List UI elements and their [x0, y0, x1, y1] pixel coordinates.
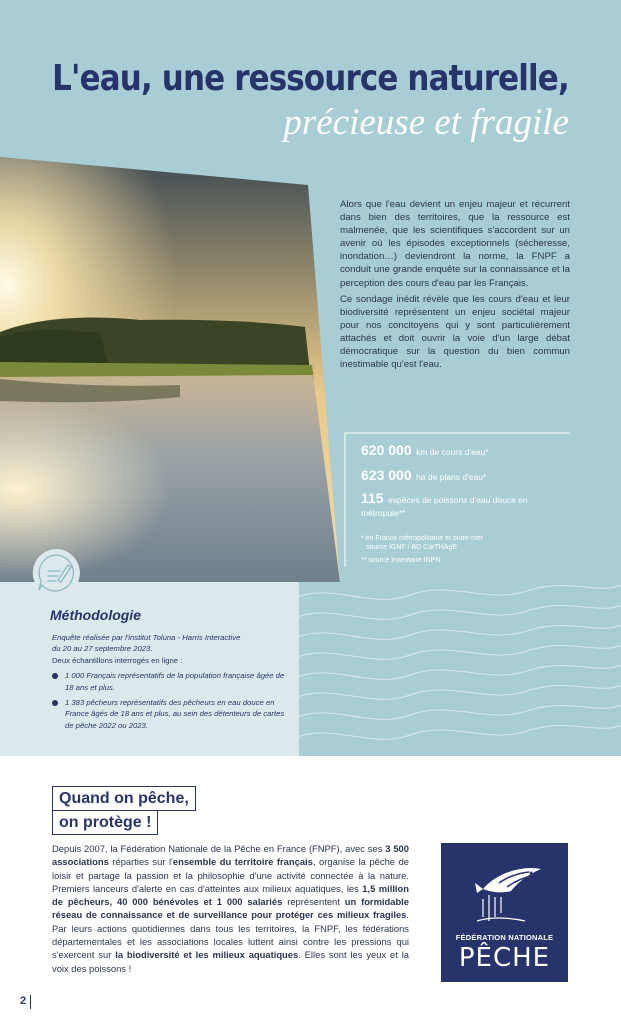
speech-bubble-icon	[30, 547, 82, 599]
intro-paragraph-2: Ce sondage inédit révèle que les cours d'eau et leur biodiversité représentent un enjeu sociétal majeur pour nos concitoyens qui y sont particulièrement attachés et doit ouvrir la voie d'un large débat démocratique sur la question du bien commun inestimable qu'est l'eau.	[340, 293, 570, 371]
stat-rivers	[361, 442, 489, 460]
stat-rivers-value: 620 000	[361, 442, 412, 458]
fnpf-text-5: . Par leurs actions quotidiennes dans tous les territoires, la FNPF, les fédérations départementales et les associations locales luttent ainsi contre les pressions qui s'exercent sur	[52, 909, 409, 961]
logo-peche-text: PÊCHE	[458, 943, 551, 973]
fnpf-text-1: Depuis 2007, la Fédération Nationale de la Pêche en France (FNPF), avec ses	[52, 843, 386, 854]
fnpf-text-3: , organise la pêche de loisir et partage la passion et la philosophie d'une activité connectée à la nature. Premiers lanceurs d'alerte en cas d'atteintes aux milieux aquatiques, les	[52, 856, 410, 894]
methodology-line-1: Enquête réalisée par l'institut Toluna - Harris Interactive	[52, 633, 241, 642]
methodology-title: Méthodologie	[50, 607, 141, 623]
page-number: 2	[20, 995, 27, 1007]
fish-logo-icon	[441, 843, 568, 933]
methodology-bullet-1-text: 1 000 Français représentatifs de la population française âgée de 18 ans et plus.	[65, 671, 285, 692]
fnpf-bold-4: un formidable réseau de connaissance et de surveillance pour protéger ces milieux fragiles	[52, 896, 409, 921]
bullet-dot-icon	[52, 700, 58, 706]
methodology-bullet-1	[52, 670, 292, 693]
fnpf-text-6: . Elles sont les yeux et la voix des poissons !	[52, 949, 410, 974]
section-heading-line-2: on protège !	[52, 810, 158, 835]
stat-note-2: ** source inventaire INPN	[361, 557, 441, 564]
page-subtitle: précieuse et fragile	[283, 102, 569, 143]
stat-species	[361, 492, 566, 519]
stat-rivers-label: km de cours d'eau*	[416, 447, 489, 457]
decorative-waves	[290, 560, 621, 756]
fnpf-text-2: réparties sur l'	[108, 856, 173, 868]
stat-lakes-label: ha de plans d'eau*	[416, 472, 487, 482]
section-heading	[52, 786, 196, 835]
intro-text	[340, 198, 570, 374]
methodology-line-3: Deux échantillons interrogés en ligne :	[52, 655, 183, 665]
page-title: L'eau, une ressource naturelle,	[52, 58, 569, 99]
stat-species-label: espèces de poissons d'eau douce en métropole**	[361, 495, 528, 518]
intro-paragraph-1: Alors que l'eau devient un enjeu majeur et récurrent dans bien des territoires, que la ressource est malmenée, que les scientifiques s'accordent sur un avenir où les épisodes exceptionnels (sécheresse, inondation…) deviendront la norme, la FNPF a conduit une grande enquête sur la connaissance et la perception des cours d'eau par les Français.	[340, 199, 570, 289]
stat-note-1-source: source IGNF / BD CarTHAgE	[366, 544, 458, 551]
fnpf-bold-2: ensemble du territoire français	[172, 856, 313, 868]
stat-lakes	[361, 467, 486, 485]
methodology-bullet-2	[52, 697, 292, 731]
methodology-bullet-2-text: 1 383 pêcheurs représentatifs des pêcheurs en eau douce en France âgés de 18 ans et plus, au sein des détenteurs de cartes de pêche 2022 ou 2023.	[65, 698, 285, 730]
fnpf-bold-3: 1,5 million de pêcheurs, 40 000 bénévoles et 1 000 salariés	[52, 882, 409, 908]
fnpf-text-4: représentent	[282, 896, 345, 908]
logo-federation-text: FÉDÉRATION NATIONALE	[455, 933, 554, 942]
fnpf-bold-1: 3 500 associations	[52, 843, 409, 868]
bullet-dot-icon	[52, 673, 58, 679]
stats-block	[344, 432, 570, 568]
methodology-text	[52, 632, 292, 731]
sunset-lake-photo	[0, 157, 340, 582]
stat-lakes-value: 623 000	[361, 467, 412, 483]
stat-species-value: 115	[361, 490, 384, 506]
methodology-line-2: du 20 au 27 septembre 2023.	[52, 644, 153, 654]
page-number-divider	[30, 995, 31, 1009]
stat-note-1	[361, 534, 483, 552]
fnpf-bold-5: la biodiversité et les milieux aquatiques	[115, 949, 299, 961]
stat-note-1-text: * en France métropolitaine et outre-mer	[361, 535, 484, 542]
fnpf-logo	[441, 843, 568, 982]
fnpf-description	[52, 842, 409, 975]
section-heading-line-1: Quand on pêche,	[52, 786, 196, 811]
